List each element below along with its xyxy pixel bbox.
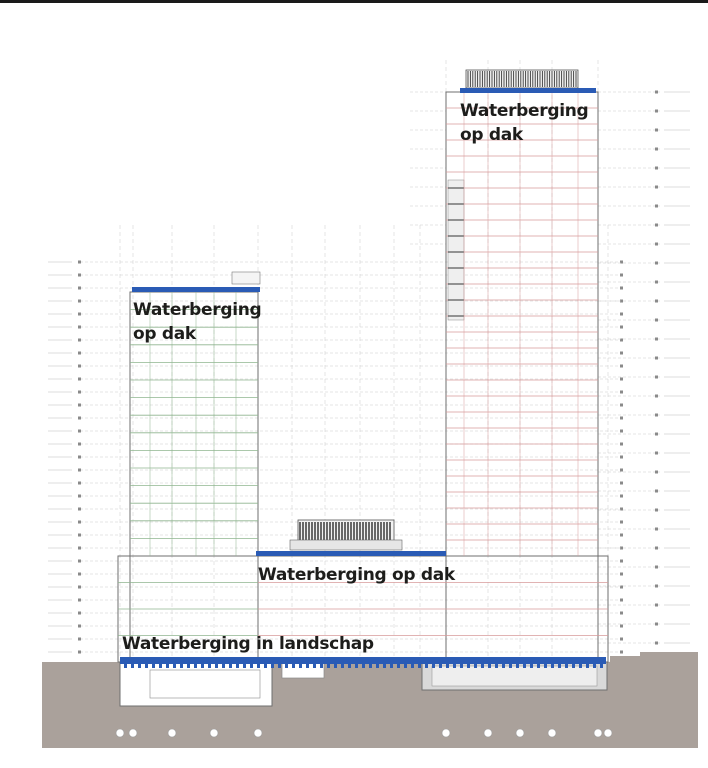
level-tick-left: [78, 443, 81, 446]
level-tick-right: [655, 129, 658, 132]
level-tick-right: [655, 471, 658, 474]
level-tick-right: [655, 376, 658, 379]
level-tick-right: [655, 566, 658, 569]
level-tick-left: [78, 573, 81, 576]
level-tick-right: [655, 509, 658, 512]
water-dash: [530, 664, 533, 668]
water-dash: [537, 664, 540, 668]
level-tick-left: [78, 391, 81, 394]
axis-bubble: [210, 729, 218, 737]
level-tick-right: [655, 167, 658, 170]
level-tick-mid: [620, 651, 623, 654]
water-dash: [194, 664, 197, 668]
level-tick-mid: [620, 417, 623, 420]
water-dash: [236, 664, 239, 668]
level-tick-left: [78, 417, 81, 420]
water-dash: [138, 664, 141, 668]
level-tick-mid: [620, 625, 623, 628]
water-dash: [208, 664, 211, 668]
water-dash: [166, 664, 169, 668]
level-tick-mid: [620, 612, 623, 615]
water-dash: [327, 664, 330, 668]
axis-bubble: [484, 729, 492, 737]
label-left-roof-line2: op dak: [133, 324, 196, 344]
level-tick-left: [78, 339, 81, 342]
water-dash: [565, 664, 568, 668]
level-tick-left: [78, 495, 81, 498]
water-dash: [488, 664, 491, 668]
water-dash: [593, 664, 596, 668]
level-tick-left: [78, 313, 81, 316]
left-tower: [130, 292, 258, 662]
water-dash: [586, 664, 589, 668]
water-dash: [558, 664, 561, 668]
level-tick-mid: [620, 638, 623, 641]
level-tick-right: [655, 357, 658, 360]
landscape-water-dashes: [124, 664, 603, 668]
water-dash: [369, 664, 372, 668]
water-bar-left-roof: [132, 287, 260, 292]
level-tick-mid: [620, 313, 623, 316]
level-tick-mid: [620, 365, 623, 368]
level-tick-mid: [620, 378, 623, 381]
axis-bubble: [516, 729, 524, 737]
water-dash: [264, 664, 267, 668]
level-tick-right: [655, 395, 658, 398]
water-dash: [124, 664, 127, 668]
level-tick-left: [78, 651, 81, 654]
water-dash: [467, 664, 470, 668]
level-tick-right: [655, 262, 658, 265]
axis-bubble: [254, 729, 262, 737]
water-dash: [439, 664, 442, 668]
water-dash: [320, 664, 323, 668]
level-tick-right: [655, 338, 658, 341]
axis-bubble: [594, 729, 602, 737]
level-tick-mid: [620, 469, 623, 472]
level-tick-right: [655, 528, 658, 531]
axis-bubble: [442, 729, 450, 737]
left-tower-facade: [130, 292, 258, 662]
water-bar-landscape: [120, 657, 606, 664]
level-tick-left: [78, 521, 81, 524]
level-tick-right: [655, 319, 658, 322]
top-border: [0, 0, 708, 3]
level-tick-mid: [620, 599, 623, 602]
axis-bubble: [129, 729, 137, 737]
water-dash: [215, 664, 218, 668]
axis-bubble: [116, 729, 124, 737]
label-podium-roof: Waterberging op dak: [258, 565, 455, 585]
water-dash: [600, 664, 603, 668]
water-dash: [495, 664, 498, 668]
level-tick-left: [78, 326, 81, 329]
level-tick-right: [655, 623, 658, 626]
level-tick-right: [655, 110, 658, 113]
level-tick-right: [655, 642, 658, 645]
level-tick-left: [78, 560, 81, 563]
basement-mid: [282, 662, 324, 678]
level-tick-mid: [620, 521, 623, 524]
water-dash: [313, 664, 316, 668]
water-dash: [299, 664, 302, 668]
water-dash: [502, 664, 505, 668]
level-tick-left: [78, 586, 81, 589]
level-tick-left: [78, 508, 81, 511]
level-tick-right: [655, 547, 658, 550]
right-tower-facade: [446, 92, 598, 662]
water-dash: [446, 664, 449, 668]
water-dash: [201, 664, 204, 668]
water-bar-podium-roof: [256, 551, 446, 556]
level-tick-left: [78, 287, 81, 290]
water-dash: [579, 664, 582, 668]
level-tick-left: [78, 599, 81, 602]
podium-floors: [118, 583, 608, 636]
axis-bubble: [604, 729, 612, 737]
axis-bubble: [168, 729, 176, 737]
water-dash: [229, 664, 232, 668]
level-tick-mid: [620, 573, 623, 576]
level-tick-right: [655, 205, 658, 208]
water-dash: [551, 664, 554, 668]
level-tick-mid: [620, 456, 623, 459]
level-tick-left: [78, 469, 81, 472]
level-tick-right: [655, 91, 658, 94]
water-dash: [271, 664, 274, 668]
level-tick-right: [655, 604, 658, 607]
level-tick-left: [78, 638, 81, 641]
water-dash: [418, 664, 421, 668]
level-tick-mid: [620, 274, 623, 277]
level-tick-right: [655, 300, 658, 303]
water-dash: [341, 664, 344, 668]
water-dash: [425, 664, 428, 668]
right-rooftop-installation: [466, 70, 578, 88]
level-tick-left: [78, 300, 81, 303]
level-tick-left: [78, 625, 81, 628]
water-dash: [453, 664, 456, 668]
water-dash: [250, 664, 253, 668]
level-tick-left: [78, 534, 81, 537]
level-tick-right: [655, 490, 658, 493]
level-tick-left: [78, 456, 81, 459]
level-tick-right: [655, 452, 658, 455]
level-tick-left: [78, 378, 81, 381]
water-dash: [292, 664, 295, 668]
water-bar-right-roof: [460, 88, 596, 93]
water-dash: [278, 664, 281, 668]
water-dash: [404, 664, 407, 668]
level-tick-left: [78, 612, 81, 615]
water-dash: [481, 664, 484, 668]
structural-grid: [120, 60, 608, 728]
water-dash: [180, 664, 183, 668]
water-dash: [460, 664, 463, 668]
podium-rooftop-installation: [290, 520, 402, 550]
level-tick-mid: [620, 443, 623, 446]
level-tick-left: [78, 274, 81, 277]
level-tick-mid: [620, 287, 623, 290]
axis-bubble: [548, 729, 556, 737]
water-dash: [572, 664, 575, 668]
water-dash: [222, 664, 225, 668]
right-tower-balcony-zone: [448, 180, 464, 320]
label-landscape: Waterberging in landschap: [122, 634, 374, 654]
level-tick-mid: [620, 326, 623, 329]
level-tick-left: [78, 365, 81, 368]
water-dash: [187, 664, 190, 668]
level-tick-mid: [620, 352, 623, 355]
water-dash: [152, 664, 155, 668]
water-dash: [523, 664, 526, 668]
level-tick-right: [655, 414, 658, 417]
level-tick-left: [78, 404, 81, 407]
water-dash: [362, 664, 365, 668]
water-dash: [474, 664, 477, 668]
level-tick-right: [655, 148, 658, 151]
label-right-roof-line2: op dak: [460, 125, 523, 145]
level-tick-right: [655, 281, 658, 284]
water-dash: [411, 664, 414, 668]
level-tick-right: [655, 585, 658, 588]
level-tick-left: [78, 547, 81, 550]
water-dash: [173, 664, 176, 668]
level-tick-right: [655, 433, 658, 436]
level-tick-mid: [620, 391, 623, 394]
water-dash: [355, 664, 358, 668]
water-dash: [390, 664, 393, 668]
level-tick-right: [655, 186, 658, 189]
water-dash: [243, 664, 246, 668]
water-dash: [397, 664, 400, 668]
right-tower: [446, 92, 598, 662]
basement-left: [120, 662, 272, 706]
water-dash: [383, 664, 386, 668]
water-dash: [131, 664, 134, 668]
level-tick-mid: [620, 430, 623, 433]
water-dash: [376, 664, 379, 668]
water-dash: [432, 664, 435, 668]
label-right-roof-line1: Waterberging: [460, 101, 589, 121]
installation-base: [290, 540, 402, 550]
water-dash: [544, 664, 547, 668]
water-dash: [257, 664, 260, 668]
level-tick-right: [655, 243, 658, 246]
basement-right-inner: [432, 666, 597, 686]
level-tick-mid: [620, 404, 623, 407]
level-tick-mid: [620, 560, 623, 563]
water-dash: [285, 664, 288, 668]
water-dash: [159, 664, 162, 668]
level-tick-mid: [620, 534, 623, 537]
level-tick-left: [78, 430, 81, 433]
water-dash: [509, 664, 512, 668]
right-tower-floors: [446, 92, 598, 556]
level-tick-mid: [620, 495, 623, 498]
level-tick-left: [78, 261, 81, 264]
water-dash: [145, 664, 148, 668]
label-left-roof-line1: Waterberging: [133, 300, 262, 320]
water-dash: [348, 664, 351, 668]
water-dash: [516, 664, 519, 668]
water-dash: [334, 664, 337, 668]
level-tick-right: [655, 224, 658, 227]
level-tick-left: [78, 482, 81, 485]
level-tick-left: [78, 352, 81, 355]
level-tick-mid: [620, 482, 623, 485]
water-dash: [306, 664, 309, 668]
left-rooftop-installation: [232, 272, 260, 284]
